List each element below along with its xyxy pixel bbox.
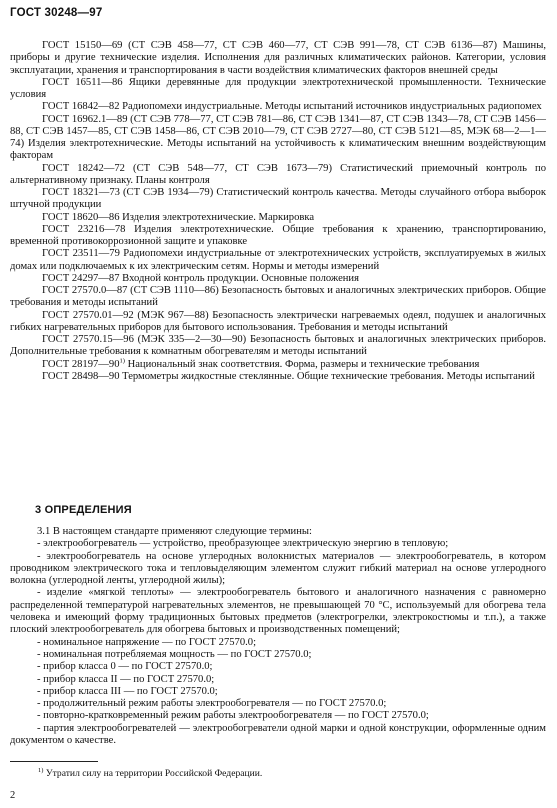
- reference-item: ГОСТ 27570.01—92 (МЭК 967—88) Безопасность электрически нагреваемых одеял, подушек и аналогичных гибких нагревательных приборов для бытового использования. Требования и методы испытаний: [10, 309, 546, 333]
- definition-item: 3.1 В настоящем стандарте применяют следующие термины:: [37, 526, 312, 537]
- footnote: [38, 768, 262, 779]
- reference-item: ГОСТ 16842—82 Радиопомехи индустриальные. Методы испытаний источников индустриальных радиопомех: [42, 101, 542, 113]
- definition-item: - электрообогреватель на основе углеродных волокнистых материалов — электрообогреватель, в котором проводником электрического тока и тепловыделяющим элементом служит гибкий материал на основе углеродного волокна (углеродной ленты, углеродной жилы);: [10, 550, 546, 587]
- reference-item: ГОСТ 18242—72 (СТ СЭВ 548—77, СТ СЭВ 1673—79) Статистический приемочный контроль по альтернативному признаку. Планы контроля: [10, 162, 546, 186]
- definition-item: - прибор класса III — по ГОСТ 27570.0;: [37, 685, 218, 697]
- normative-references: [10, 40, 546, 383]
- definition-item: - продолжительный режим работы электрообогревателя — по ГОСТ 27570.0;: [37, 698, 387, 710]
- reference-item: ГОСТ 28498—90 Термометры жидкостные стеклянные. Общие технические требования. Методы испытаний: [42, 370, 535, 382]
- definition-item: - прибор класса II — по ГОСТ 27570.0;: [37, 673, 215, 685]
- reference-item: ГОСТ 27570.15—96 (МЭК 335—2—30—90) Безопасность бытовых и аналогичных электрических приборов. Дополнительные требования к комнатным обогревателям и методы испытаний: [10, 334, 546, 358]
- definition-item: - изделие «мягкой теплоты» — электрообогреватель бытового и аналогичного назначения с равномерно распределенной температурой нагревательных элементов, не превышающей 70 °С, используемый для обогрева тела человека и имеющий форму традиционных бытовых предметов (электрогрелки, электрокостюмы и т.п.), а также плоский электрообогреватель для обогрева бытовых и производственных помещений;: [10, 587, 546, 636]
- reference-code: ГОСТ 28197—90: [42, 358, 120, 370]
- reference-item: ГОСТ 24297—87 Входной контроль продукции. Основные положения: [42, 272, 359, 284]
- reference-item: ГОСТ 23216—78 Изделия электротехнические. Общие требования к хранению, транспортированию, временной противокоррозионной защите и упаковке: [10, 223, 546, 247]
- reference-item: ГОСТ 16962.1—89 (СТ СЭВ 778—77, СТ СЭВ 781—86, СТ СЭВ 1341—87, СТ СЭВ 1343—78, СТ СЭВ 1456—88, СТ СЭВ 1457—85, СТ СЭВ 1458—86, СТ СЭВ 2010—79, СТ СЭВ 2727—80, СТ СЭВ 5121—85, МЭК 68—2—1—74) Изделия электротехнические. Методы испытаний на устойчивость к климатическим внешним воздействующим факторам: [10, 113, 546, 162]
- definition-item: - повторно-кратковременный режим работы электрообогревателя — по ГОСТ 27570.0;: [37, 710, 429, 722]
- reference-item-footnoted: [10, 356, 546, 371]
- document-header: ГОСТ 30248—97: [10, 7, 103, 19]
- definition-item: - прибор класса 0 — по ГОСТ 27570.0;: [37, 661, 213, 673]
- footnote-marker: 1): [38, 766, 44, 774]
- footnote-text: Утратил силу на территории Российской Федерации.: [45, 768, 263, 779]
- footnote-marker: 1): [119, 356, 125, 364]
- definition-item: - электрообогреватель — устройство, преобразующее электрическую энергию в тепловую;: [37, 538, 449, 550]
- definitions-list: [10, 526, 546, 747]
- reference-item: ГОСТ 16511—86 Ящики деревянные для продукции электротехнической промышленности. Технические условия: [10, 76, 546, 100]
- page-number: 2: [10, 790, 16, 801]
- reference-item: ГОСТ 18620—86 Изделия электротехнические. Маркировка: [42, 211, 315, 223]
- reference-title: Национальный знак соответствия. Форма, размеры и технические требования: [124, 358, 480, 370]
- reference-item: ГОСТ 18321—73 (СТ СЭВ 1934—79) Статистический контроль качества. Методы случайного отбора выборок штучной продукции: [10, 187, 546, 211]
- definition-item: - партия электрообогревателей — электрообогреватели одной марки и одной конструкции, оформленные одним документом о качестве.: [10, 722, 546, 747]
- footnote-divider: [10, 761, 98, 762]
- section-title: 3 ОПРЕДЕЛЕНИЯ: [35, 504, 132, 516]
- definition-item: - номинальное напряжение — по ГОСТ 27570.0;: [37, 636, 257, 648]
- reference-item: ГОСТ 15150—69 (СТ СЭВ 458—77, СТ СЭВ 460—77, СТ СЭВ 991—78, СТ СЭВ 6136—87) Машины, приборы и другие технические изделия. Исполнения для различных климатических районов. Категории, условия эксплуатации, хранения и транспортирования в части воздействия климатических факторов внешней среды: [10, 40, 546, 76]
- definition-item: - номинальная потребляемая мощность — по ГОСТ 27570.0;: [37, 648, 312, 660]
- reference-item: ГОСТ 23511—79 Радиопомехи индустриальные от электротехнических устройств, эксплуатируемых в жилых домах или подключаемых к их электрическим сетям. Нормы и методы измерений: [10, 248, 546, 272]
- reference-item: ГОСТ 27570.0—87 (СТ СЭВ 1110—86) Безопасность бытовых и аналогичных электрических приборов. Общие требования и методы испытаний: [10, 285, 546, 309]
